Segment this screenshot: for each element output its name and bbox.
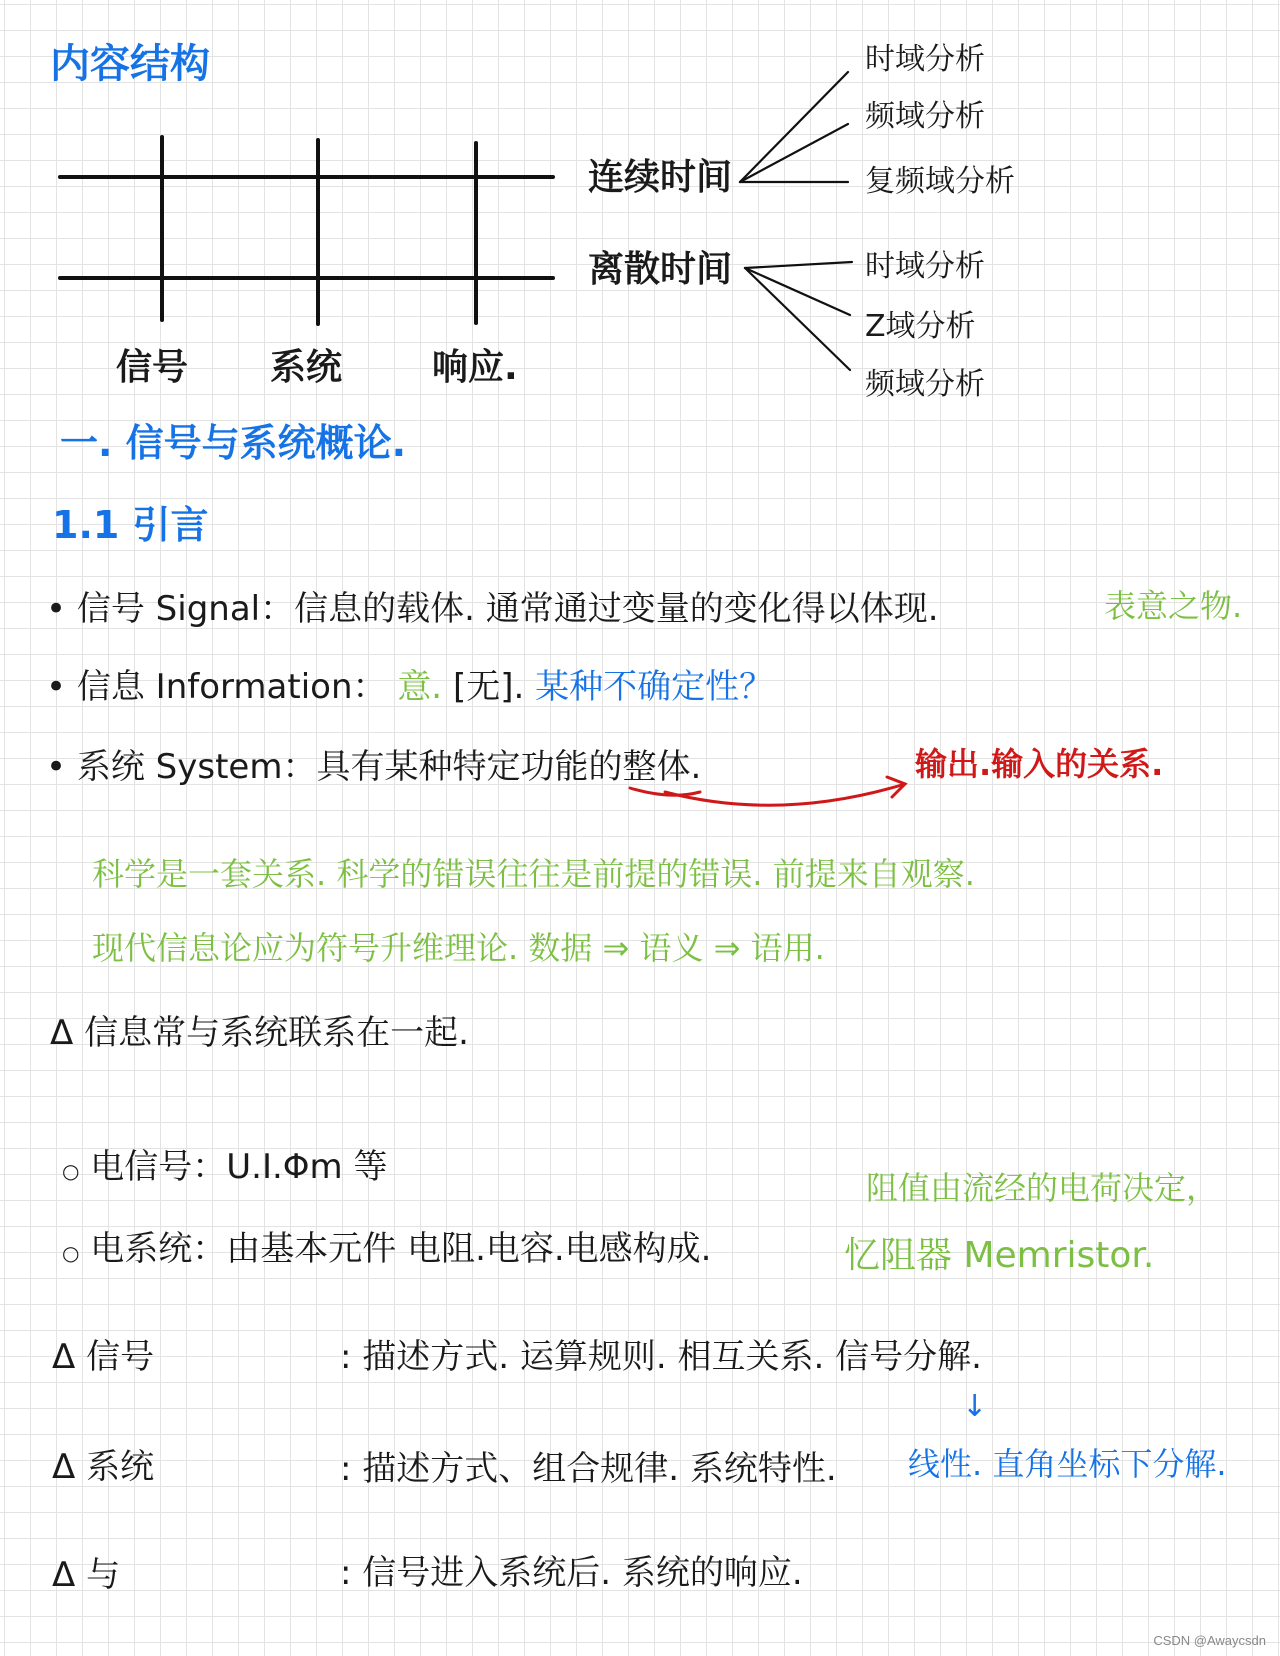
delta-system-desc: : 描述方式、组合规律. 系统特性. [340,1449,837,1489]
bullet-dot: • [46,667,67,707]
delta-system-label: Δ 系统 [52,1447,155,1487]
triangle-note: Δ 信息常与系统联系在一起. [50,1013,469,1053]
discrete-branch-1 [745,262,852,268]
section-1-1-heading: 1.1 引言 [52,503,209,547]
discrete-branch-2 [745,268,850,315]
bullet-signal [46,589,939,629]
electric-system-text: 电系统：由基本元件 电阻.电容.电感构成. [90,1229,712,1269]
down-arrow-icon: ↓ [962,1389,988,1424]
bullet-information-green: 意. [397,667,443,707]
continuous-branch-2 [740,124,848,182]
bullet-dot: • [46,589,67,629]
bullet-information-note: 某种不确定性？ [535,667,774,707]
grid-label-response: 响应. [432,347,518,388]
red-arrow-curve [665,784,905,805]
circle-bullet: ○ [62,1159,80,1183]
bullet-signal-text: 信号 Signal：信息的载体. 通常通过变量的变化得以体现. [76,589,939,629]
continuous-time-label: 连续时间 [588,157,733,198]
discrete-branch-3 [745,268,850,370]
page-title: 内容结构 [50,41,210,87]
memristor-note-line-2: 忆阻器 Memristor. [844,1235,1155,1276]
green-note-science: 科学是一套关系. 科学的错误往往是前提的错误. 前提来自观察. [92,855,975,893]
bullet-system [46,747,702,787]
bullet-information-text: 信息 Information： [76,667,387,707]
bullet-signal-note: 表意之物. [1104,587,1243,625]
linear-decomposition-note: 线性. 直角坐标下分解. [908,1445,1227,1483]
electric-signal-item [62,1147,388,1187]
section-1-heading: 一. 信号与系统概论. [60,421,407,465]
electric-signal-text: 电信号：U.I.Φm 等 [90,1147,388,1187]
continuous-branch-label-2: 频域分析 [865,99,985,134]
watermark: CSDN @Awaycsdn [1153,1633,1266,1648]
discrete-time-label: 离散时间 [588,249,733,290]
bullet-system-text: 系统 System：具有某种特定功能的整体. [76,747,702,787]
discrete-branch-label-3: 频域分析 [865,367,985,402]
bullet-information-mid: [无]. [452,667,525,707]
delta-and-label: Δ 与 [52,1555,121,1595]
grid-label-system: 系统 [270,347,343,388]
green-note-information-theory: 现代信息论应为符号升维理论. 数据 ⇒ 语义 ⇒ 语用. [92,929,825,967]
delta-and-desc: : 信号进入系统后. 系统的响应. [340,1553,803,1593]
grid-label-signal: 信号 [116,347,189,388]
discrete-branch-label-2: Z域分析 [865,309,976,344]
delta-signal-desc: : 描述方式. 运算规则. 相互关系. 信号分解. [340,1337,982,1377]
bullet-information [46,667,774,707]
delta-signal-label: Δ 信号 [52,1337,155,1377]
circle-bullet: ○ [62,1241,80,1265]
discrete-branch-label-1: 时域分析 [865,249,985,284]
continuous-branch-label-1: 时域分析 [865,42,985,77]
memristor-note-line-1: 阻值由流经的电荷决定， [866,1169,1219,1207]
continuous-branch-1 [740,72,848,182]
continuous-branch-label-3: 复频域分析 [865,164,1015,199]
electric-system-item [62,1229,712,1269]
bullet-dot: • [46,747,67,787]
bullet-system-note: 输出.输入的关系. [915,745,1164,783]
